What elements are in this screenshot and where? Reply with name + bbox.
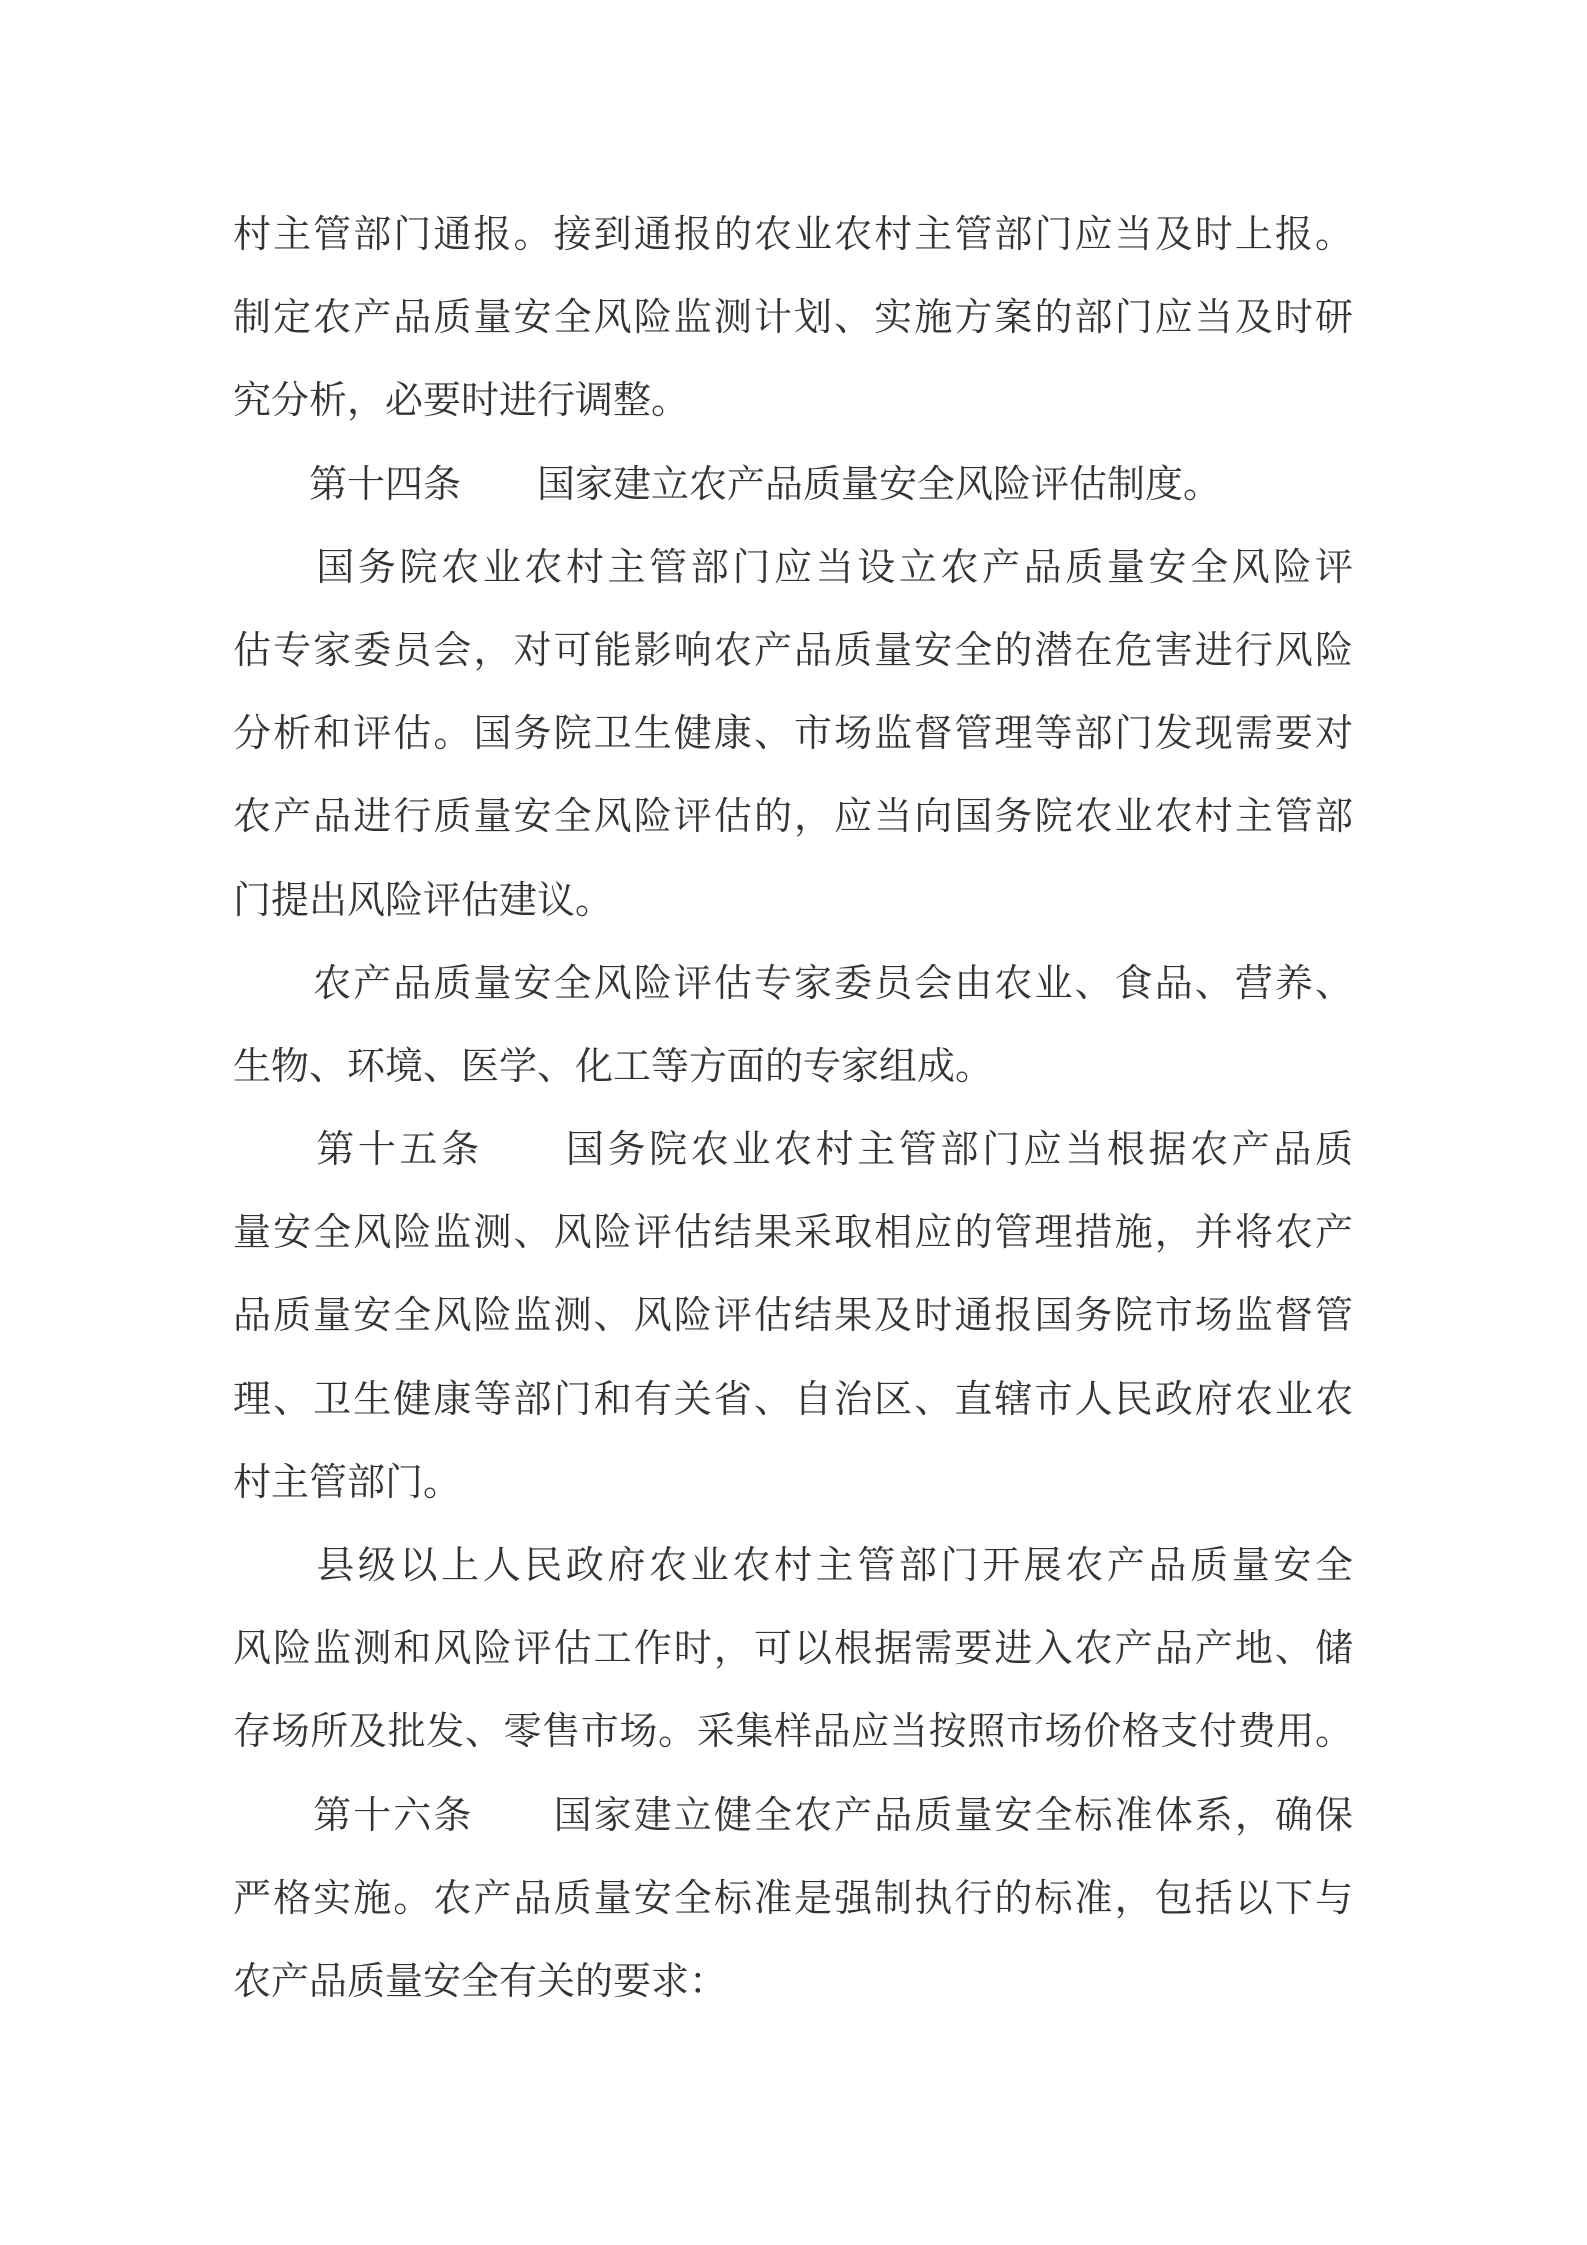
text-line: 农产品进行质量安全风险评估的，应当向国务院农业农村主管部 bbox=[233, 796, 1353, 839]
text-line: 国务院农业农村主管部门应当设立农产品质量安全风险评 bbox=[233, 546, 1353, 589]
text-line: 分析和评估。国务院卫生健康、市场监督管理等部门发现需要对 bbox=[233, 713, 1353, 756]
text-line: 制定农产品质量安全风险监测计划、实施方案的部门应当及时研 bbox=[233, 297, 1353, 340]
text-line: 村主管部门通报。接到通报的农业农村主管部门应当及时上报。 bbox=[233, 214, 1353, 256]
text-line: 第十六条 国家建立健全农产品质量安全标准体系，确保 bbox=[233, 1794, 1353, 1837]
text-line: 第十四条 国家建立农产品质量安全风险评估制度。 bbox=[233, 463, 1222, 506]
text-line: 量安全风险监测、风险评估结果采取相应的管理措施，并将农产 bbox=[233, 1212, 1353, 1255]
text-line: 风险监测和风险评估工作时，可以根据需要进入农产品产地、储 bbox=[233, 1628, 1353, 1671]
text-line: 严格实施。农产品质量安全标准是强制执行的标准，包括以下与 bbox=[233, 1877, 1353, 1920]
text-line: 农产品质量安全有关的要求： bbox=[233, 1960, 728, 2003]
text-line: 村主管部门。 bbox=[233, 1461, 462, 1504]
text-line: 估专家委员会，对可能影响农产品质量安全的潜在危害进行风险 bbox=[233, 629, 1353, 672]
text-line: 生物、环境、医学、化工等方面的专家组成。 bbox=[233, 1045, 994, 1088]
text-line: 县级以上人民政府农业农村主管部门开展农产品质量安全 bbox=[233, 1545, 1353, 1587]
text-line: 品质量安全风险监测、风险评估结果及时通报国务院市场监督管 bbox=[233, 1295, 1353, 1338]
text-line: 第十五条 国务院农业农村主管部门应当根据农产品质 bbox=[233, 1129, 1353, 1172]
document-text-block bbox=[233, 194, 1353, 2024]
text-line: 存场所及批发、零售市场。采集样品应当按照市场价格支付费用。 bbox=[233, 1711, 1353, 1754]
text-line: 门提出风险评估建议。 bbox=[233, 879, 614, 922]
text-line: 理、卫生健康等部门和有关省、自治区、直辖市人民政府农业农 bbox=[233, 1378, 1353, 1421]
text-line: 农产品质量安全风险评估专家委员会由农业、食品、营养、 bbox=[233, 962, 1353, 1005]
text-line: 究分析，必要时进行调整。 bbox=[233, 380, 690, 423]
